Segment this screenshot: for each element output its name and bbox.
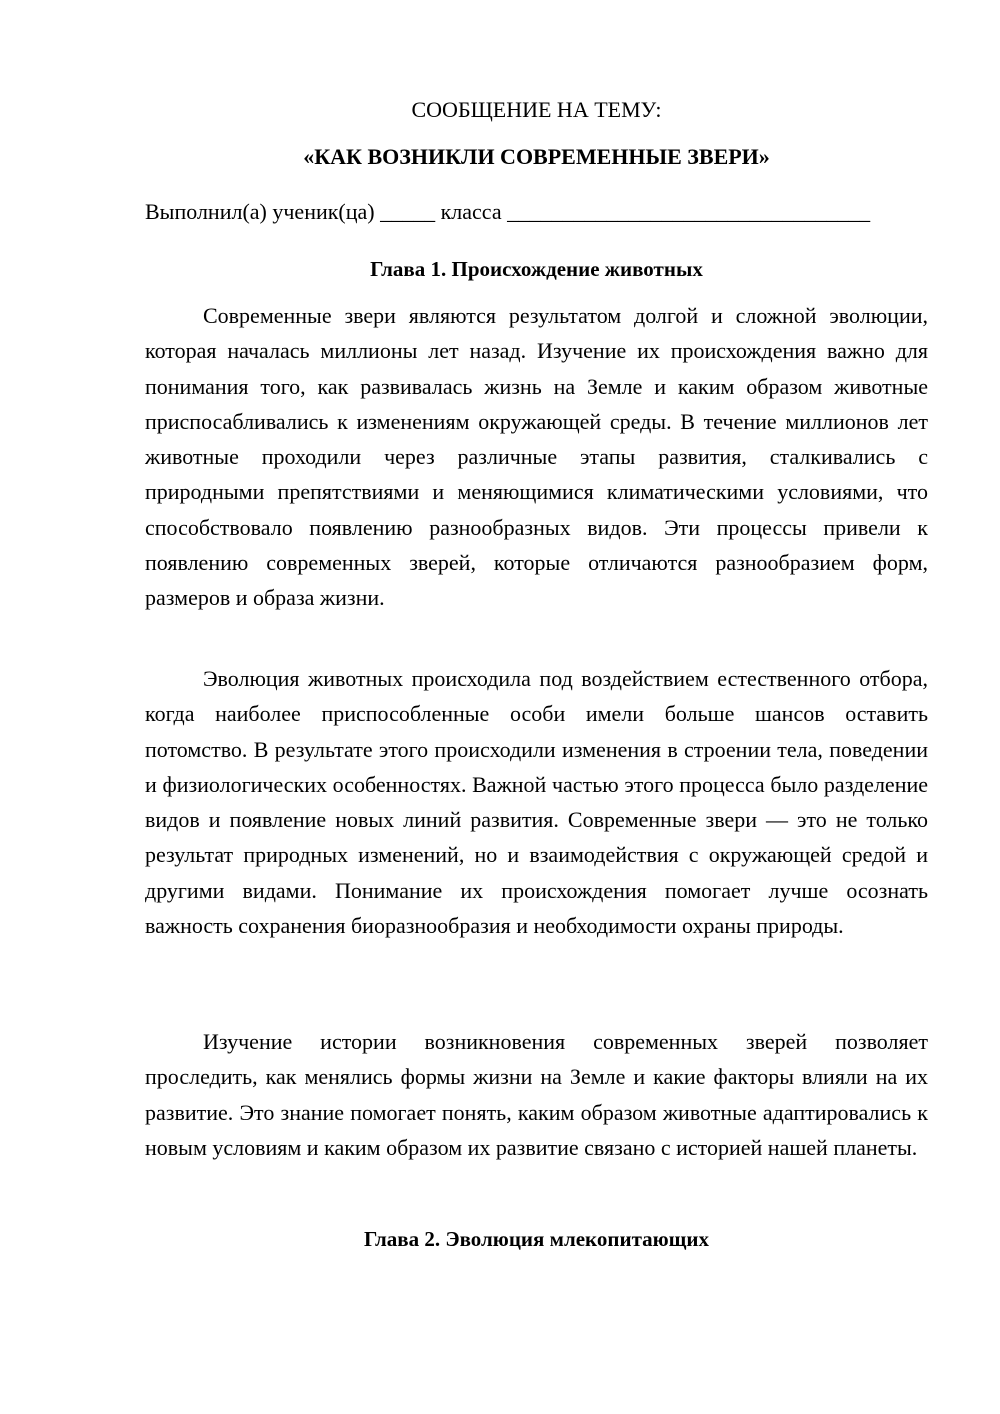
chapter-1-heading: Глава 1. Происхождение животных [370, 257, 703, 281]
chapter-2-heading: Глава 2. Эволюция млекопитающих [363, 1227, 710, 1251]
document-title: «КАК ВОЗНИКЛИ СОВРЕМЕННЫЕ ЗВЕРИ» [303, 144, 770, 169]
chapter-1-paragraph-3: Изучение истории возникновения современных зверей позволяет проследить, как менялись формы жизни на Земле и какие факторы влияли на их развитие. Это знание помогает понять, каким образом животные адаптировались к новым условиям и каким образом их развитие связано с историей нашей планеты. [145, 1029, 928, 1160]
chapter-1-paragraph-1: Современные звери являются результатом долгой и сложной эволюции, которая началась миллионы лет назад. Изучение их происхождения важно для понимания того, как развивалась жизнь на Земле и каким образом животные приспосабливались к изменениям окружающей среды. В течение миллионов лет животные проходили через различные этапы развития, сталкивались с природными препятствиями и меняющимися климатическими условиями, что способствовало появлению разнообразных видов. Эти процессы привели к появлению современных зверей, которые отличаются разнообразием форм, размеров и образа жизни. [145, 303, 928, 611]
document-topic-label: СООБЩЕНИЕ НА ТЕМУ: [411, 97, 662, 122]
author-byline: Выполнил(а) ученик(ца) _____ класса _________________________________ [145, 199, 871, 224]
chapter-1-paragraph-2: Эволюция животных происходила под воздействием естественного отбора, когда наиболее приспособленные особи имели больше шансов оставить потомство. В результате этого происходили изменения в строении тела, поведении и физиологических особенностях. Важной частью этого процесса было разделение видов и появление новых линий развития. Современные звери — это не только результат природных изменений, но и взаимодействия с окружающей средой и другими видами. Понимание их происхождения помогает лучше осознать важность сохранения биоразнообразия и необходимости охраны природы. [145, 666, 928, 939]
